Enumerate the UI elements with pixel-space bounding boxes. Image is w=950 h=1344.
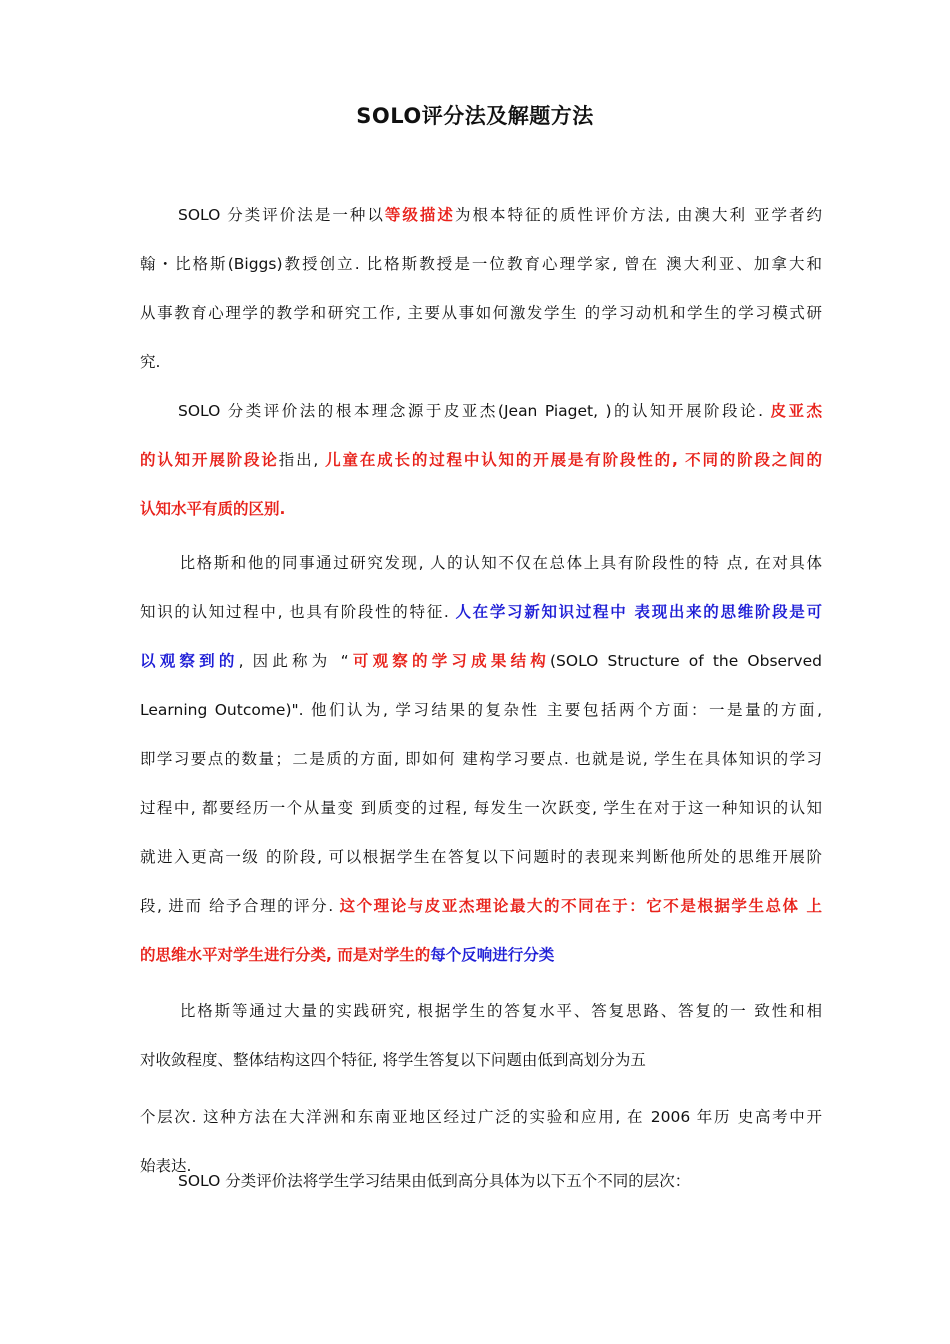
text-line: 就进入更高一级 的阶段, 可以根据学生在答复以下问题时的表现来判断他所处的思维开展阶 [140, 848, 822, 866]
text-line [140, 996, 822, 1045]
text-span: SOLO 分类评价法是一种以 [178, 206, 385, 224]
text-line [140, 445, 822, 494]
text-span: 指出, [278, 451, 326, 469]
emphasis-blue: 每个反响进行分类 [430, 946, 555, 964]
document-title: SOLO评分法及解题方法 [356, 104, 594, 128]
text-line [140, 597, 822, 646]
emphasis-red: 可观察的学习成果结构 [348, 652, 550, 670]
text-span: 比格斯和他的同事通过研究发现, 人的认知不仅在总体上具有阶段性的特 点, 在对具体 [178, 554, 822, 572]
text-line [140, 891, 822, 940]
text-span: SOLO 分类评价法将学生学习结果由低到高分具体为以下五个不同的层次： [178, 1172, 691, 1190]
text-span: (SOLO Structure of the Observed [550, 652, 822, 670]
emphasis-blue: 以观察到的 [140, 652, 239, 670]
text-span: , 因此称为 “ [238, 652, 349, 670]
text-line: 个层次. 这种方法在大洋洲和东南亚地区经过广泛的实验和应用, 在 2006 年历 史高考中开 [140, 1108, 822, 1126]
paragraph-piaget [140, 396, 822, 543]
emphasis-red: 的认知开展阶段论 [140, 451, 279, 469]
emphasis-red: 的思维水平对学生进行分类, 而是对学生的 [140, 946, 431, 964]
text-line: 从事教育心理学的教学和研究工作, 主要从事如何激发学生 的学习动机和学生的学习模式研 [140, 304, 822, 322]
text-span: 段, 进而 给予合理的评分. [140, 897, 340, 915]
paragraph-intro [140, 200, 822, 396]
text-line [140, 548, 822, 597]
text-span: 为根本特征的质性评价方法, 由澳大利 亚学者约 [454, 206, 822, 224]
text-line: 究. [140, 353, 161, 371]
emphasis-red: 皮亚杰 [770, 402, 822, 420]
emphasis-blue: 人在学习新知识过程中 表现出来的思维阶段是可 [455, 603, 822, 621]
text-line: 翰・比格斯(Biggs)教授创立. 比格斯教授是一位教育心理学家, 曾在 澳大利亚、加拿大和 [140, 255, 822, 273]
emphasis-red: 等级描述 [384, 206, 455, 224]
text-line [140, 1166, 822, 1215]
text-span: 知识的认知过程中, 也具有阶段性的特征. [140, 603, 456, 621]
text-line [140, 200, 822, 249]
paragraph-biggs-research [140, 548, 822, 989]
text-line [140, 646, 822, 695]
text-span: SOLO 分类评价法的根本理念源于皮亚杰(Jean Piaget, )的认知开展阶段论. [178, 402, 771, 420]
text-line: 认知水平有质的区别. [140, 500, 286, 518]
text-line: 即学习要点的数量；二是质的方面, 即如何 建构学习要点. 也就是说, 学生在具体知识的学习 [140, 750, 822, 768]
text-line: 始表达. [140, 1157, 192, 1175]
text-line: 过程中, 都要经历一个从量变 到质变的过程, 每发生一次跃变, 学生在对于这一种知识的认知 [140, 799, 822, 817]
paragraph-five-levels [140, 1166, 822, 1215]
text-line: Learning Outcome)". 他们认为, 学习结果的复杂性 主要包括两个方面：一是量的方面, [140, 701, 822, 719]
text-line: 对收敛程度、整体结构这四个特征, 将学生答复以下问题由低到高划分为五 [140, 1051, 646, 1069]
text-line [140, 940, 822, 989]
text-span: 比格斯等通过大量的实践研究, 根据学生的答复水平、答复思路、答复的一 致性和相 [178, 1002, 822, 1020]
emphasis-red: 儿童在成长的过程中认知的开展是有阶段性的, 不同的阶段之间的 [325, 451, 822, 469]
emphasis-red: 这个理论与皮亚杰理论最大的不同在于：它不是根据学生总体 上 [339, 897, 822, 915]
text-line [140, 396, 822, 445]
